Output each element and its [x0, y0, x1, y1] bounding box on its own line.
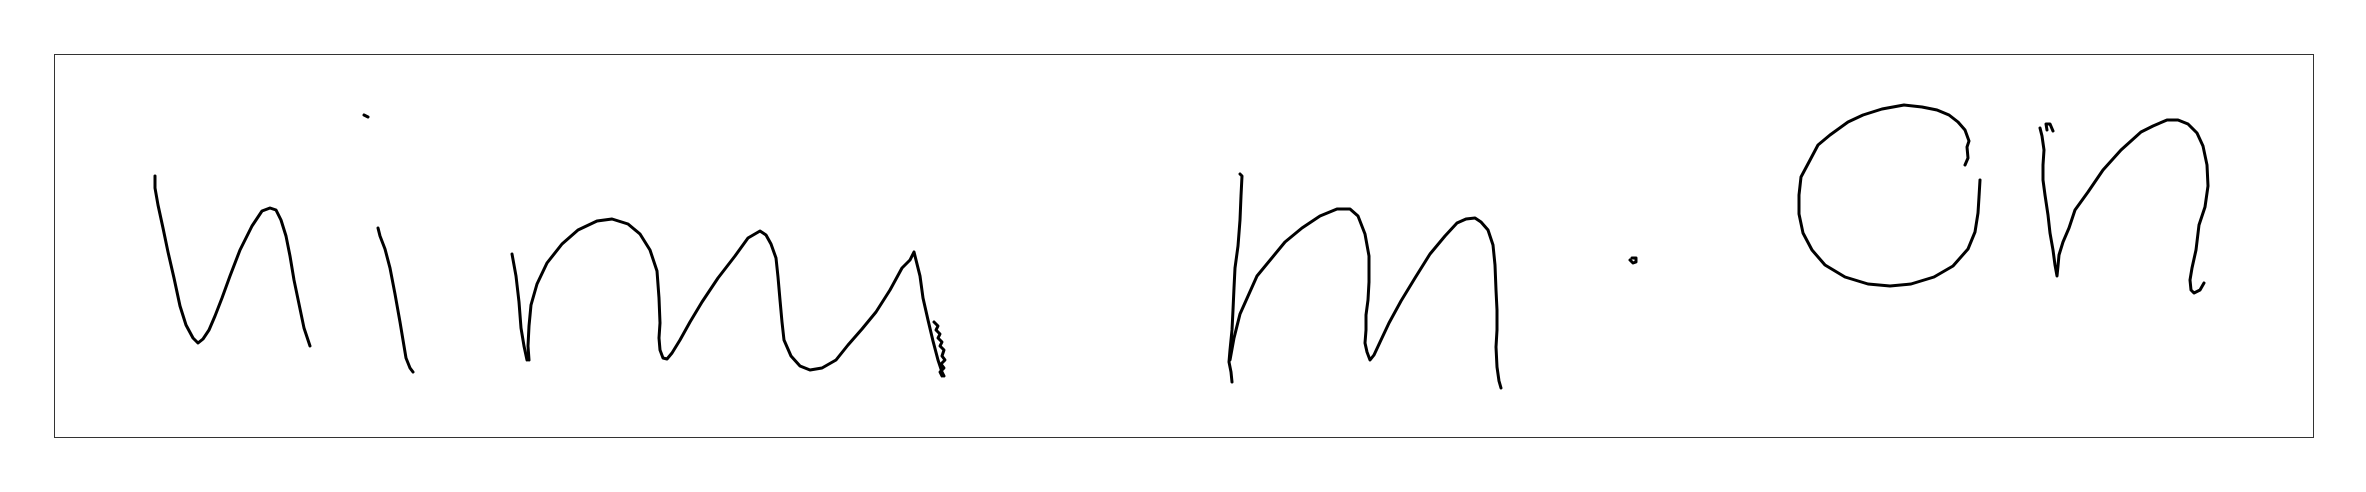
- stroke-i-stem: [378, 228, 413, 372]
- stroke-n: [2040, 120, 2208, 293]
- stroke-i-dot: [364, 115, 368, 117]
- stroke-u: [155, 176, 310, 346]
- stroke-period: [1630, 258, 1636, 263]
- stroke-m2: [1229, 174, 1501, 388]
- stroke-o: [1799, 105, 1980, 286]
- stroke-m: [512, 219, 944, 376]
